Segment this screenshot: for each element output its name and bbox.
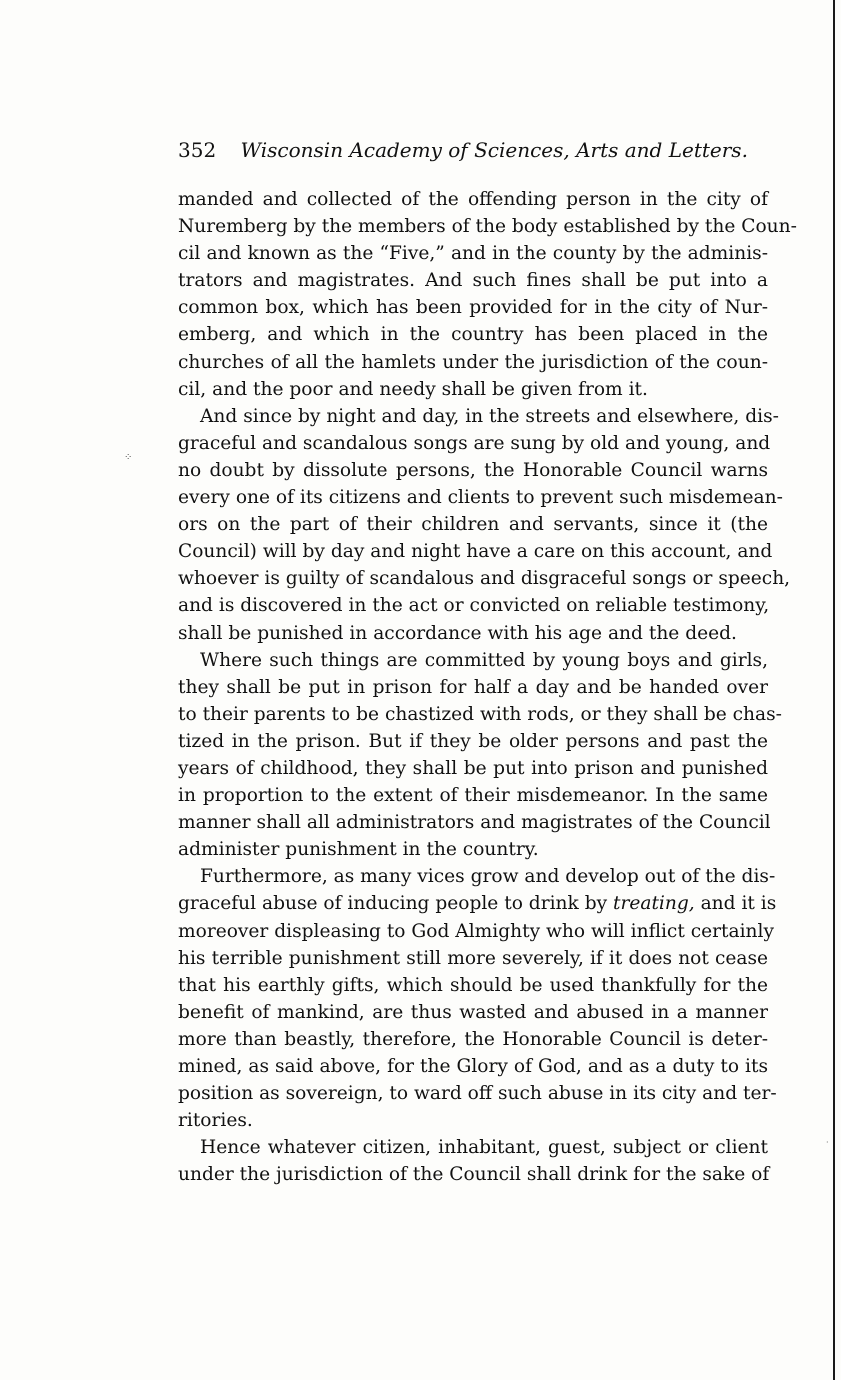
text-line: ritories. (178, 1110, 253, 1132)
text-line: Council) will by day and night have a care on this account, and (178, 541, 773, 563)
text-line: cil and known as the “Five,” and in the county by the adminis- (178, 243, 768, 265)
text-line: graceful abuse of inducing people to drink by treating, and it is (178, 893, 777, 915)
text-line: Nuremberg by the members of the body established by the Coun- (178, 216, 797, 238)
print-speck: ⁘ (124, 452, 133, 463)
text-line: emberg, and which in the country has been placed in the (178, 324, 768, 346)
text-line: in proportion to the extent of their misdemeanor. In the same (178, 785, 768, 807)
text-line: whoever is guilty of scandalous and disgraceful songs or speech, (178, 568, 791, 590)
text-line: moreover displeasing to God Almighty who will inflict certainly (178, 920, 774, 942)
text-line: benefit of mankind, are thus wasted and abused in a manner (178, 1001, 768, 1023)
text-line: Where such things are committed by young boys and girls, (200, 649, 768, 671)
paragraph (178, 403, 791, 647)
text-line: under the jurisdiction of the Council shall drink for the sake of (178, 1164, 770, 1186)
text-line: more than beastly, therefore, the Honorable Council is deter- (178, 1028, 768, 1050)
text-line: common box, which has been provided for in the city of Nur- (178, 297, 768, 319)
text-line: churches of all the hamlets under the jurisdiction of the coun- (178, 351, 768, 373)
text-line: mined, as said above, for the Glory of God, and as a duty to its (178, 1056, 768, 1077)
text-line: years of childhood, they shall be put into prison and punished (178, 757, 768, 779)
running-header (178, 138, 768, 168)
text-line: tized in the prison. But if they be older persons and past the (178, 730, 768, 752)
text-line: trators and magistrates. And such fines shall be put into a (178, 270, 768, 292)
text-line: Hence whatever citizen, inhabitant, guest, subject or client (200, 1137, 768, 1159)
page-number: 352 (178, 138, 217, 162)
text-line: that his earthly gifts, which should be used thankfully for the (178, 974, 768, 996)
text-line: ors on the part of their children and servants, since it (the (178, 514, 768, 536)
text-line: every one of its citizens and clients to prevent such misdemean- (178, 487, 783, 509)
text-line: graceful and scandalous songs are sung by old and young, and (178, 432, 771, 454)
text-line: and is discovered in the act or convicted on reliable testimony, (178, 595, 770, 617)
text-line: manded and collected of the offending person in the city of (178, 189, 768, 210)
text-line: shall be punished in accordance with his age and the deed. (178, 622, 737, 644)
text-line: Furthermore, as many vices grow and develop out of the dis- (200, 866, 776, 888)
body-text (178, 186, 797, 1188)
page-edge (833, 0, 835, 1380)
text-line: And since by night and day, in the streets and elsewhere, dis- (200, 405, 779, 427)
text-line: administer punishment in the country. (178, 839, 539, 861)
text-line: his terrible punishment still more severely, if it does not cease (178, 947, 768, 969)
print-speck: · (826, 1138, 829, 1147)
paragraph (178, 186, 797, 403)
running-title: Wisconsin Academy of Sciences, Arts and Letters. (240, 138, 748, 162)
text-line: manner shall all administrators and magistrates of the Council (178, 812, 771, 834)
text-line: to their parents to be chastized with rods, or they shall be chas- (178, 703, 782, 725)
text-line: they shall be put in prison for half a day and be handed over (178, 676, 768, 698)
paragraph (178, 863, 777, 1134)
paragraph (178, 1134, 768, 1188)
paragraph (178, 647, 782, 864)
text-line: position as sovereign, to ward off such abuse in its city and ter- (178, 1083, 777, 1105)
text-line: cil, and the poor and needy shall be given from it. (178, 378, 648, 400)
text-line: no doubt by dissolute persons, the Honorable Council warns (178, 459, 768, 481)
